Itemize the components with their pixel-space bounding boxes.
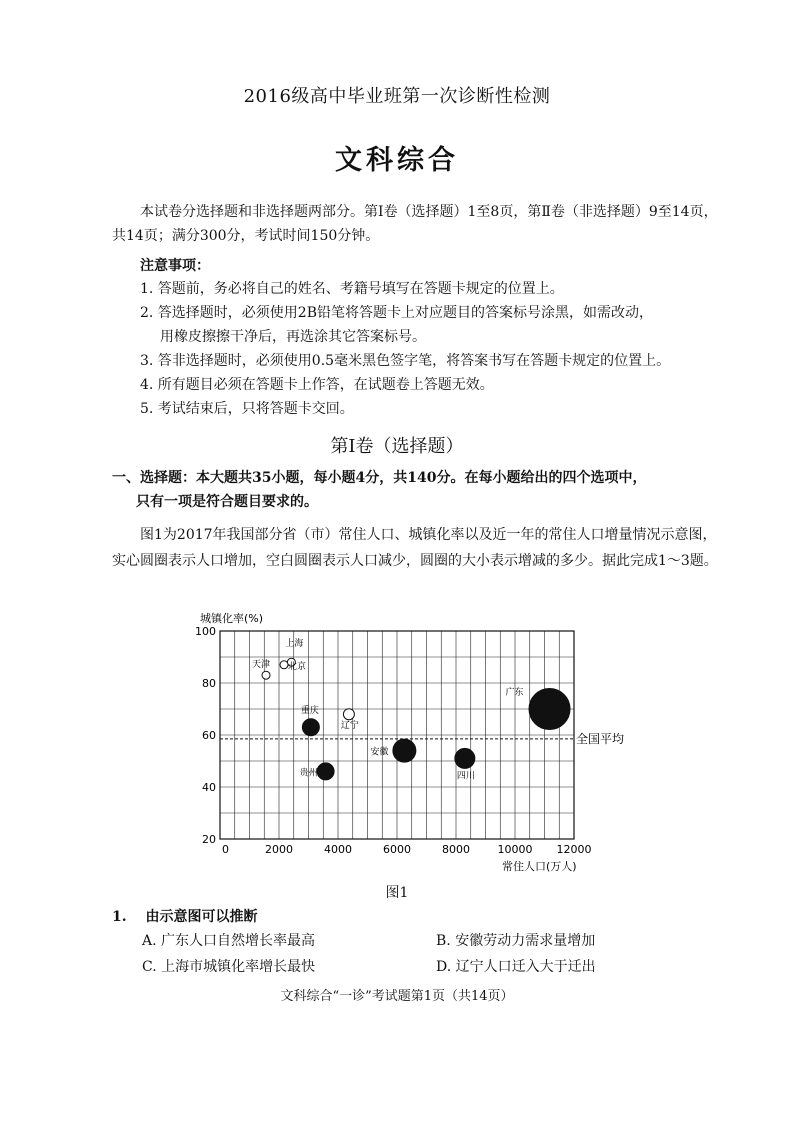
section-title: 第Ⅰ卷（选择题） (330, 436, 464, 457)
figure-description: 图1为2017年我国部分省（市）常住人口、城镇化率以及近一年的常住人口增量情况示意图，实心圆圈表示人口增加，空白圆圈表示人口减少，圆圈的大小表示增减的多少。据此完成1～3题。 (112, 527, 718, 569)
question-instructions: 一、选择题：本大题共35小题，每小题4分，共140分。在每小题给出的四个选项中， 只有一项是符合题目要求的。 (112, 470, 647, 510)
note-item: 3. 答非选择题时，必须使用0.5毫米黑色签字笔，将答案书写在答题卡规定的位置上。 (140, 353, 671, 369)
x-tick-label: 8000 (442, 843, 470, 856)
y-tick-label: 60 (202, 729, 216, 742)
data-point (393, 739, 416, 762)
x-axis-label: 常住人口(万人) (502, 860, 577, 873)
data-point (302, 719, 319, 736)
data-point (343, 709, 354, 720)
data-point-label: 重庆 (300, 706, 319, 717)
y-tick-label: 40 (202, 781, 216, 794)
data-point-label: 广东 (505, 688, 524, 698)
y-tick-label: 20 (202, 833, 216, 846)
option-b: B. 安徽劳动力需求量增加 (436, 933, 596, 949)
y-tick-label: 80 (202, 677, 216, 690)
option-d: D. 辽宁人口迁入大于迁出 (436, 959, 596, 975)
data-point-label: 上海 (285, 639, 304, 650)
data-point (529, 689, 570, 730)
data-point-label: 安徽 (370, 747, 389, 758)
option-a: A. 广东人口自然增长率最高 (142, 933, 316, 949)
notes-title: 注意事项： (140, 258, 210, 274)
x-tick-label: 4000 (324, 843, 352, 856)
data-point-label: 贵州 (299, 768, 318, 779)
note-item: 5. 考试结束后，只将答题卡交回。 (140, 401, 354, 417)
data-point-label: 四川 (456, 771, 475, 782)
national-average-label: 全国平均 (576, 731, 625, 746)
y-tick-label: 100 (195, 625, 216, 638)
data-point-label: 北京 (288, 661, 307, 672)
x-tick-label: 12000 (556, 843, 592, 856)
data-point (262, 671, 270, 679)
note-item: 4. 所有题目必须在答题卡上作答，在试题卷上答题无效。 (140, 377, 494, 393)
question-1-stem: 1. 由示意图可以推断 (112, 909, 258, 925)
data-point (280, 661, 288, 669)
y-axis-label: 城镇化率(%) (200, 612, 264, 625)
exam-title: 文科综合 (335, 145, 459, 176)
data-point-label: 天津 (252, 660, 271, 671)
option-c: C. 上海市城镇化率增长最快 (142, 959, 316, 975)
note-item: 1. 答题前，务必将自己的姓名、考籍号填写在答题卡规定的位置上。 (140, 281, 564, 297)
data-point (455, 748, 475, 768)
figure-caption: 图1 (385, 885, 409, 901)
data-point-label: 辽宁 (340, 721, 359, 732)
x-tick-label: 0 (222, 843, 229, 856)
exam-header: 2016级高中毕业班第一次诊断性检测 (243, 86, 551, 107)
x-tick-label: 10000 (497, 843, 533, 856)
x-tick-label: 2000 (265, 843, 293, 856)
data-point (317, 763, 334, 780)
note-item: 2. 答选择题时，必须使用2B铅笔将答题卡上对应题目的答案标号涂黑，如需改动， 用橡皮擦擦干净后，再选涂其它答案标号。 (140, 305, 654, 345)
x-tick-label: 6000 (383, 843, 411, 856)
page-footer: 文科综合“一诊”考试题第1页（共14页） (280, 989, 514, 1004)
scatter-chart (180, 608, 640, 878)
exam-instructions: 本试卷分选择题和非选择题两部分。第Ⅰ卷（选择题）1至8页，第Ⅱ卷（非选择题）9至14页，共14页；满分300分，考试时间150分钟。 (112, 204, 718, 244)
